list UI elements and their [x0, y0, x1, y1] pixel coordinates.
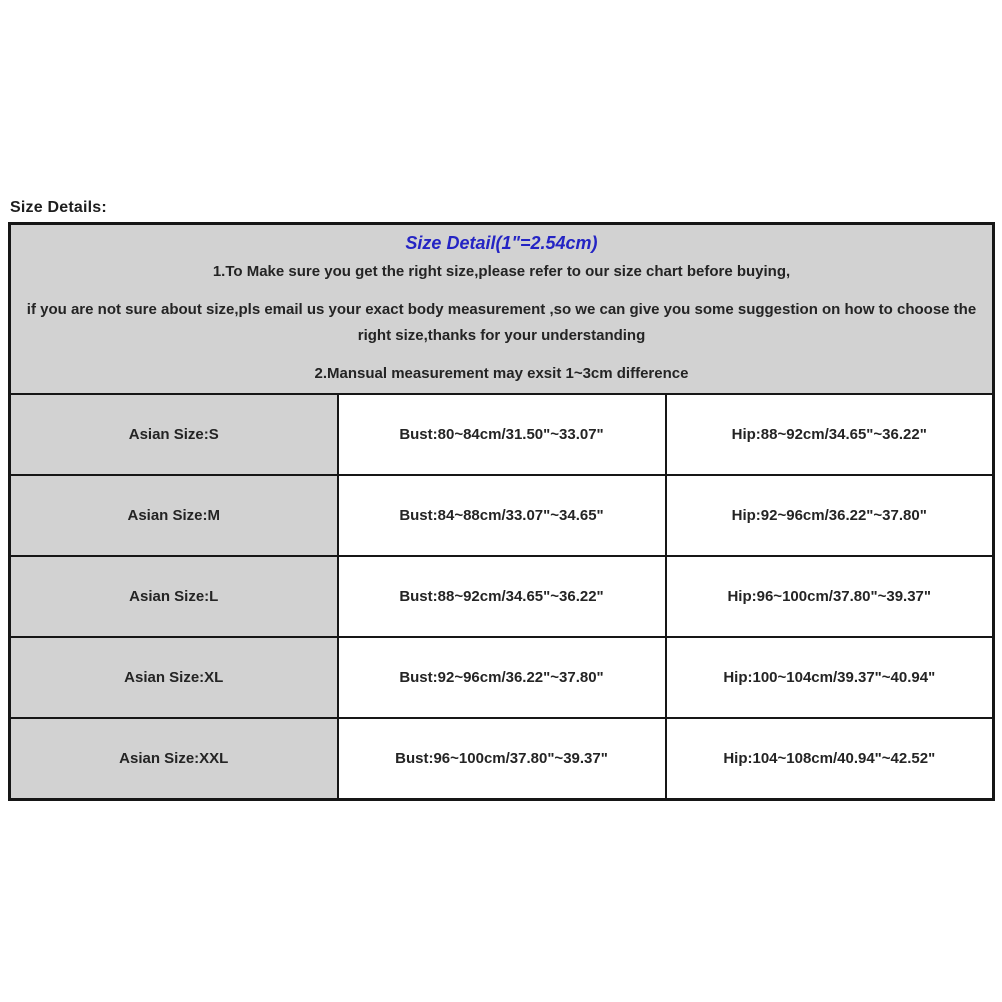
bust-cell: Bust:80~84cm/31.50"~33.07" — [338, 394, 666, 475]
size-note-1: 1.To Make sure you get the right size,please refer to our size chart before buying, — [212, 263, 791, 280]
table-row-size-m — [10, 475, 994, 556]
size-label-cell: Asian Size:M — [10, 475, 338, 556]
size-note-3: 2.Mansual measurement may exsit 1~3cm difference — [314, 365, 689, 382]
size-note-2-line-2: right size,thanks for your understanding — [357, 327, 646, 344]
size-label-cell: Asian Size:S — [10, 394, 338, 475]
table-row-size-xl — [10, 637, 994, 718]
header-row — [10, 224, 994, 395]
bust-cell: Bust:84~88cm/33.07"~34.65" — [338, 475, 666, 556]
table-row-size-l — [10, 556, 994, 637]
size-chart-table — [8, 222, 995, 801]
bust-cell: Bust:96~100cm/37.80"~39.37" — [338, 718, 666, 799]
bust-cell: Bust:92~96cm/36.22"~37.80" — [338, 637, 666, 718]
hip-cell: Hip:100~104cm/39.37"~40.94" — [666, 637, 994, 718]
hip-cell: Hip:96~100cm/37.80"~39.37" — [666, 556, 994, 637]
hip-cell: Hip:88~92cm/34.65"~36.22" — [666, 394, 994, 475]
table-row-size-xxl — [10, 718, 994, 799]
hip-cell: Hip:92~96cm/36.22"~37.80" — [666, 475, 994, 556]
size-label-cell: Asian Size:XL — [10, 637, 338, 718]
size-label-cell: Asian Size:XXL — [10, 718, 338, 799]
size-chart-title: Size Detail(1"=2.54cm) — [405, 233, 598, 253]
size-note-2-line-1: if you are not sure about size,pls email us your exact body measurement ,so we can give you some suggestion on how to choose the — [26, 301, 977, 318]
table-row-size-s — [10, 394, 994, 475]
bust-cell: Bust:88~92cm/34.65"~36.22" — [338, 556, 666, 637]
hip-cell: Hip:104~108cm/40.94"~42.52" — [666, 718, 994, 799]
size-chart-header — [10, 224, 994, 395]
size-label-cell: Asian Size:L — [10, 556, 338, 637]
page-title: Size Details: — [10, 199, 107, 216]
